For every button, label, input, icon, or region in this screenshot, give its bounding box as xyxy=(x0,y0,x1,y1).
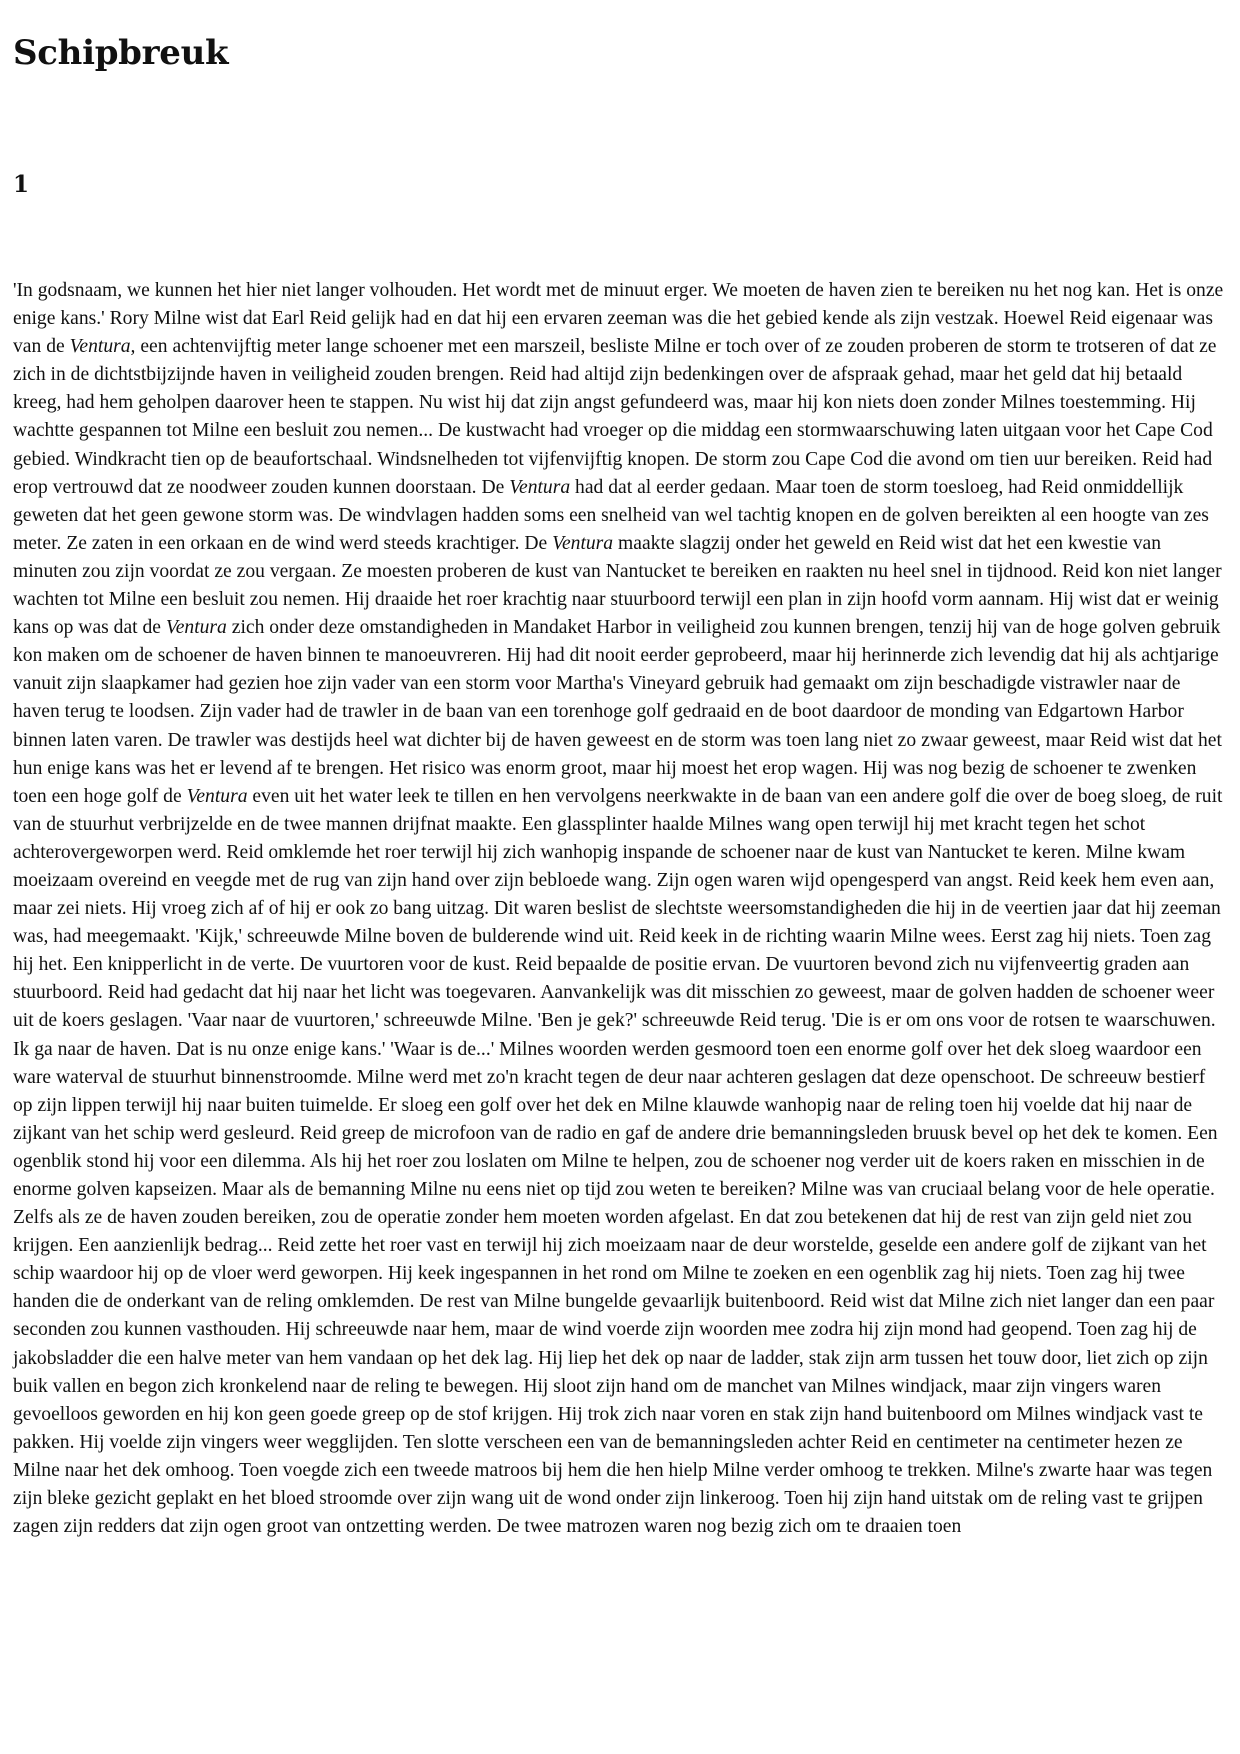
body-text-run: even uit het water leek te tillen en hen vervolgens neerkwakte in de baan van een andere golf die over de boeg sloeg, de ruit van de stuurhut verbrijzelde en de twee mannen drijfnat maakte. Een glassplinter haalde Milnes wang open terwijl hij met kracht tegen het schot achterovergeworpen werd. Reid omklemde het roer terwijl hij zich wanhopig inspande de schoener naar de kust van Nantucket te keren. Milne kwam moeizaam overeind en veegde met de rug van zijn hand over zijn bebloede wang. Zijn ogen waren wijd opengesperd van angst. Reid keek hem even aan, maar zei niets. Hij vroeg zich af of hij er ook zo bang uitzag. Dit waren beslist de slechtste weersomstandigheden die hij in de veertien jaar dat hij zeeman was, had meegemaakt. 'Kijk,' schreeuwde Milne boven de bulderende wind uit. Reid keek in de richting waarin Milne wees. Eerst zag hij niets. Toen zag hij het. Een knipperlicht in de verte. De vuurtoren voor de kust. Reid bepaalde de positie ervan. De vuurtoren bevond zich nu vijfenveertig graden aan stuurboord. Reid had gedacht dat hij naar het licht was toegevaren. Aanvankelijk was dit misschien zo geweest, maar de golven hadden de schoener weer uit de koers geslagen. 'Vaar naar de vuurtoren,' schreeuwde Milne. 'Ben je gek?' schreeuwde Reid terug. 'Die is er om ons voor de rotsen te waarschuwen. Ik ga naar de haven. Dat is nu onze enige kans.' 'Waar is de...' Milnes woorden werden gesmoord toen een enorme golf over het dek sloeg waardoor een ware waterval de stuurhut binnenstroomde. Milne werd met zo'n kracht tegen de deur naar achteren geslagen dat deze openschoot. De schreeuw bestierf op zijn lippen terwijl hij naar buiten tuimelde. Er sloeg een golf over het dek en Milne klauwde wanhopig naar de reling toen hij voelde dat hij naar de zijkant van het schip werd gesleurd. Reid greep de microfoon van de radio en gaf de andere drie bemanningsleden bruusk bevel op het dek te komen. Een ogenblik stond hij voor een dilemma. Als hij het roer zou loslaten om Milne te helpen, zou de schoener nog verder uit de koers raken en misschien in de enorme golven kapseizen. Maar als de bemanning Milne nu eens niet op tijd zou weten te bereiken? Milne was van cruciaal belang voor de hele operatie. Zelfs als ze de haven zouden bereiken, zou de operatie zonder hem moeten worden afgelast. En dat zou betekenen dat hij de rest van zijn geld niet zou krijgen. Een aanzienlijk bedrag... Reid zette het roer vast en terwijl hij zich moeizaam naar de deur worstelde, geselde een andere golf de zijkant van het schip waardoor hij op de vloer werd geworpen. Hij keek ingespannen in het rond om Milne te zoeken en een ogenblik zag hij niets. Toen zag hij twee handen die de onderkant van de reling omklemden. De rest van Milne bungelde gevaarlijk buitenboord. Reid wist dat Milne zich niet langer dan een paar seconden zou kunnen vasthouden. Hij schreeuwde naar hem, maar de wind voerde zijn woorden mee zodra hij zijn mond had geopend. Toen zag hij de jakobsladder die een halve meter van hem vandaan op het dek lag. Hij liep het dek op naar de ladder, stak zijn arm tussen het touw door, liet zich op zijn buik vallen en begon zich kronkelend naar de reling te bewegen. Hij sloot zijn hand om de manchet van Milnes windjack, maar zijn vingers waren gevoelloos geworden en hij kon geen goede greep op de stof krijgen. Hij trok zich naar voren en stak zijn hand buitenboord om Milnes windjack vast te pakken. Hij voelde zijn vingers weer wegglijden. Ten slotte verscheen een van de bemanningsleden achter Reid en centimeter na centimeter hezen ze Milne naar het dek omhoog. Toen voegde zich een tweede matroos bij hem die hen hielp Milne verder omhoog te trekken. Milne's zwarte haar was tegen zijn bleke gezicht geplakt en het bloed stroomde over zijn wang uit de wond onder zijn linkeroog. Toen hij zijn hand uitstak om de reling vast te grijpen zagen zijn redders dat zijn ogen groot van ontzetting werden. De twee matrozen waren nog bezig zich om te draaien toen xyxy=(13,785,1223,1538)
ship-name-italic: Ventura xyxy=(165,617,227,639)
body-text-run: zich onder deze omstandigheden in Mandaket Harbor in veiligheid zou kunnen brengen, tenzij hij van de hoge golven gebruik kon maken om de schoener de haven binnen te manoeuvreren. Hij had dit nooit eerder geprobeerd, maar hij herinnerde zich levendig dat hij als achtjarige vanuit zijn slaapkamer had gezien hoe zijn vader van een storm voor Martha's Vineyard gebruik had gemaakt om zijn beschadigde vistrawler naar de haven terug te loodsen. Zijn vader had de trawler in de baan van een torenhoge golf gedraaid en de boot daardoor de monding van Edgartown Harbor binnen laten varen. De trawler was destijds heel wat dichter bij de haven geweest en de storm was toen lang niet zo zwaar geweest, maar Reid wist dat het hun enige kans was het er levend af te brengen. Het risico was enorm groot, maar hij moest het erop wagen. Hij was nog bezig de schoener te zwenken toen een hoge golf de xyxy=(13,617,1222,807)
ship-name-italic: Ventura xyxy=(186,785,248,807)
document-page xyxy=(13,0,1227,1541)
body-text-run: een achtenvijftig meter lange schoener met een marszeil, besliste Milne er toch over of ze zouden proberen de storm te trotseren of dat ze zich in de dichtstbijzijnde haven in veiligheid zouden brengen. Reid had altijd zijn bedenkingen over de afspraak gehad, maar het geld dat hij betaald kreeg, had hem geholpen daarover heen te stappen. Nu wist hij dat zijn angst gefundeerd was, maar hij kon niets doen zonder Milnes toestemming. Hij wachtte gespannen tot Milne een besluit zou nemen... De kustwacht had vroeger op die middag een stormwaarschuwing laten uitgaan voor het Cape Cod gebied. Windkracht tien op de beaufortschaal. Windsnelheden tot vijfenvijftig knopen. De storm zou Cape Cod die avond om tien uur bereiken. Reid had erop vertrouwd dat ze noodweer zouden kunnen doorstaan. De xyxy=(13,336,1217,498)
body-text-run: 'In godsnaam, we kunnen het hier niet langer volhouden. Het wordt met de minuut erger. We moeten de haven zien te bereiken nu het nog kan. Het is onze enige kans.' Rory Milne wist dat Earl Reid gelijk had en dat hij een ervaren zeeman was die het gebied kende als zijn vestzak. Hoewel Reid eigenaar was van de xyxy=(13,280,1224,358)
body-text-run: maakte slagzij onder het geweld en Reid wist dat het een kwestie van minuten zou zijn voordat ze zou vergaan. Ze moesten proberen de kust van Nantucket te bereiken en raakten nu heel snel in tijdnood. Reid kon niet langer wachten tot Milne een besluit zou nemen. Hij draaide het roer krachtig naar stuurboord terwijl een plan in zijn hoofd vorm aannam. Hij wist dat er weinig kans op was dat de xyxy=(13,532,1222,639)
chapter-number: 1 xyxy=(13,171,30,198)
body-paragraph xyxy=(13,277,1227,1541)
ship-name-italic: Ventura, xyxy=(69,336,136,358)
book-title: Schipbreuk xyxy=(13,33,229,73)
ship-name-italic: Ventura xyxy=(509,476,571,498)
body-text-run: had dat al eerder gedaan. Maar toen de storm toesloeg, had Reid onmiddellijk geweten dat het geen gewone storm was. De windvlagen hadden soms een snelheid van wel tachtig knopen en de golven bereikten al een hoogte van zes meter. Ze zaten in een orkaan en de wind werd steeds krachtiger. De xyxy=(13,476,1209,554)
ship-name-italic: Ventura xyxy=(552,532,614,554)
